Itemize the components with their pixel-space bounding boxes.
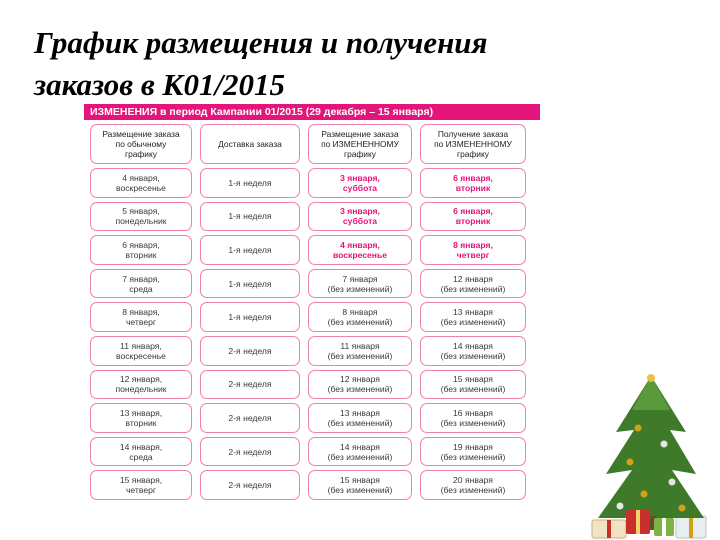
cell-normal-date [90, 269, 192, 299]
cell-delivery [200, 437, 300, 467]
cell-text: 20 января (без изменений) [440, 475, 506, 496]
cell-text: 11 января (без изменений) [327, 340, 393, 361]
cell-changed-placement [308, 269, 412, 299]
cell-normal-date [90, 202, 192, 232]
header-label: Получение заказа по ИЗМЕНЕННОМУ графику [434, 129, 512, 159]
cell-text: 15 января (без изменений) [440, 374, 506, 395]
cell-changed-placement [308, 437, 412, 467]
cell-text: 15 января (без изменений) [327, 475, 393, 496]
cell-text: 8 января, четверг [453, 239, 493, 260]
schedule-table [84, 104, 540, 504]
slide-title-line-2: заказов в К01/2015 [34, 67, 286, 102]
cell-changed-placement [308, 302, 412, 332]
cell-changed-receipt [420, 235, 526, 265]
header-changed-placement [308, 124, 412, 164]
cell-changed-receipt [420, 370, 526, 400]
cell-text: 14 января (без изменений) [327, 441, 393, 462]
header-changed-receipt [420, 124, 526, 164]
cell-text: 6 января, вторник [453, 172, 493, 193]
header-delivery [200, 124, 300, 164]
cell-changed-receipt [420, 470, 526, 500]
cell-delivery [200, 269, 300, 299]
cell-text: 14 января, среда [119, 441, 163, 462]
cell-text: 13 января (без изменений) [440, 307, 506, 328]
cell-text: 1-я неделя [228, 312, 272, 323]
header-label: Доставка заказа [218, 139, 282, 149]
cell-normal-date [90, 470, 192, 500]
table-banner: ИЗМЕНЕНИЯ в период Кампании 01/2015 (29 декабря – 15 января) [84, 104, 540, 120]
cell-text: 16 января (без изменений) [440, 407, 506, 428]
cell-normal-date [90, 302, 192, 332]
cell-text: 7 января, среда [122, 273, 160, 294]
cell-text: 4 января, воскресенье [116, 172, 166, 193]
cell-changed-receipt [420, 202, 526, 232]
cell-delivery [200, 202, 300, 232]
cell-text: 2-я неделя [228, 412, 272, 423]
cell-text: 2-я неделя [228, 345, 272, 356]
cell-text: 1-я неделя [228, 177, 272, 188]
cell-text: 11 января, воскресенье [116, 340, 166, 361]
cell-changed-receipt [420, 336, 526, 366]
cell-normal-date [90, 336, 192, 366]
cell-text: 15 января, четверг [119, 475, 163, 496]
cell-text: 2-я неделя [228, 446, 272, 457]
header-normal-schedule [90, 124, 192, 164]
cell-text: 14 января (без изменений) [440, 340, 506, 361]
cell-delivery [200, 235, 300, 265]
cell-normal-date [90, 235, 192, 265]
header-label: Размещение заказа по ИЗМЕНЕННОМУ графику [321, 129, 399, 159]
cell-delivery [200, 470, 300, 500]
cell-text: 12 января, понедельник [115, 374, 167, 395]
cell-text: 6 января, вторник [122, 239, 160, 260]
slide-title-line-1: График размещения и получения [34, 25, 488, 60]
cell-delivery [200, 370, 300, 400]
cell-changed-placement [308, 336, 412, 366]
cell-text: 3 января, суббота [340, 206, 380, 227]
cell-delivery [200, 403, 300, 433]
cell-changed-receipt [420, 437, 526, 467]
cell-delivery [200, 168, 300, 198]
cell-text: 12 января (без изменений) [440, 273, 506, 294]
cell-normal-date [90, 437, 192, 467]
cell-delivery [200, 302, 300, 332]
cell-text: 1-я неделя [228, 278, 272, 289]
cell-text: 1-я неделя [228, 211, 272, 222]
cell-changed-receipt [420, 269, 526, 299]
table-grid [90, 124, 526, 500]
cell-changed-placement [308, 202, 412, 232]
cell-changed-receipt [420, 302, 526, 332]
cell-text: 6 января, вторник [453, 206, 493, 227]
cell-text: 2-я неделя [228, 379, 272, 390]
cell-changed-receipt [420, 168, 526, 198]
cell-text: 5 января, понедельник [115, 206, 167, 227]
cell-text: 13 января, вторник [119, 407, 163, 428]
cell-changed-receipt [420, 403, 526, 433]
cell-changed-placement [308, 168, 412, 198]
christmas-tree-image [586, 370, 716, 540]
cell-text: 3 января, суббота [340, 172, 380, 193]
header-label: Размещение заказа по обычному графику [102, 129, 180, 159]
cell-changed-placement [308, 235, 412, 265]
cell-normal-date [90, 403, 192, 433]
cell-text: 7 января (без изменений) [327, 273, 393, 294]
cell-text: 1-я неделя [228, 244, 272, 255]
cell-text: 8 января, четверг [122, 307, 160, 328]
cell-normal-date [90, 370, 192, 400]
cell-text: 19 января (без изменений) [440, 441, 506, 462]
cell-changed-placement [308, 370, 412, 400]
cell-text: 4 января, воскресенье [332, 239, 388, 260]
cell-changed-placement [308, 403, 412, 433]
cell-normal-date [90, 168, 192, 198]
cell-text: 13 января (без изменений) [327, 407, 393, 428]
cell-text: 2-я неделя [228, 480, 272, 491]
cell-text: 8 января (без изменений) [327, 307, 393, 328]
slide-title [34, 22, 654, 106]
cell-text: 12 января (без изменений) [327, 374, 393, 395]
cell-delivery [200, 336, 300, 366]
cell-changed-placement [308, 470, 412, 500]
